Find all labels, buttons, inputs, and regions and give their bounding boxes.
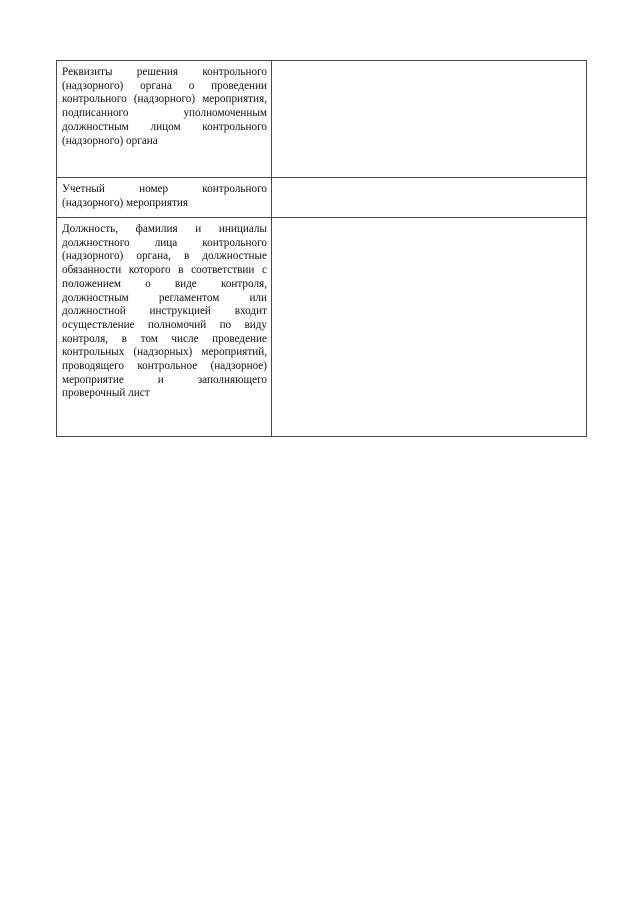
table-row-registration-number: [57, 178, 587, 218]
official-details-label-cell: [57, 218, 272, 437]
decision-details-label: Реквизиты решения контрольного (надзорного) органа о проведении контрольного (надзорного) мероприятия, подписанного уполномоченным должностным лицом контрольного (надзорного) органа: [62, 66, 267, 147]
official-details-label: Должность, фамилия и инициалы должностного лица контрольного (надзорного) органа, в должностные обязанности которого в соответствии с положением о виде контроля, должностным регламентом или должностной инструкцией входит осуществление полномочий по виду контроля, в том числе проведение контрольных (надзорных) мероприятий, проводящего контрольное (надзорное) мероприятие и заполняющего проверочный лист: [62, 223, 267, 400]
table-row-official-details: [57, 218, 587, 437]
table-row-decision-details: [57, 61, 587, 178]
registration-number-label: Учетный номер контрольного (надзорного) мероприятия: [62, 183, 267, 209]
checklist-details-table: [56, 60, 587, 437]
registration-number-value-cell: [272, 178, 587, 218]
registration-number-label-cell: [57, 178, 272, 218]
decision-details-label-cell: [57, 61, 272, 178]
decision-details-value-cell: [272, 61, 587, 178]
official-details-value-cell: [272, 218, 587, 437]
